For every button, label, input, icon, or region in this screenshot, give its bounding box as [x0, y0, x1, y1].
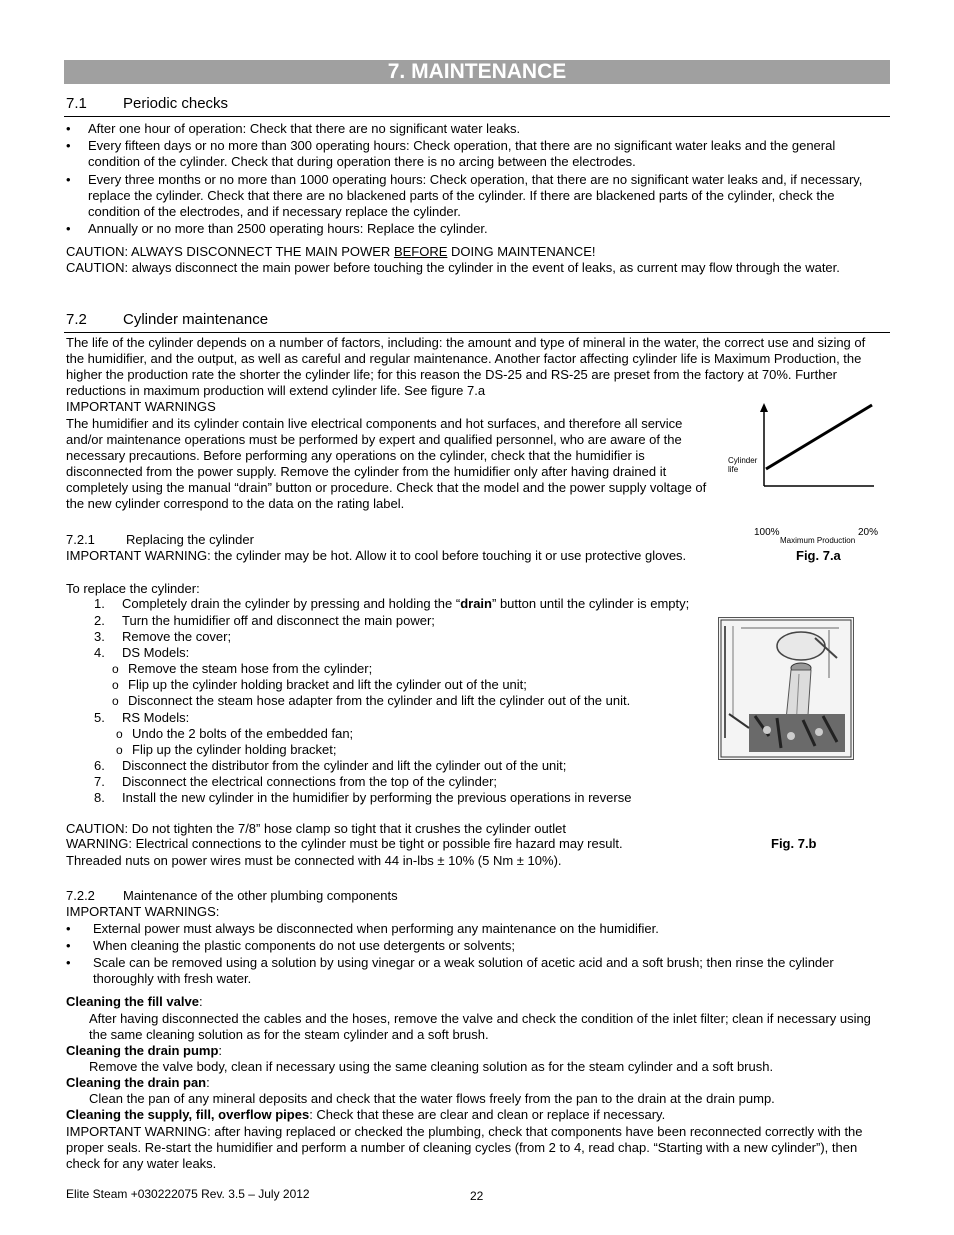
sub-step-item: o Remove the steam hose from the cylinder;	[112, 661, 373, 676]
heading-number: 7.2.1	[66, 532, 95, 547]
page-title: 7. MAINTENANCE	[387, 60, 567, 83]
drain-pump-text: Remove the valve body, clean if necessary using the same cleaning solution as for the steam cylinder and a soft brush.	[89, 1059, 774, 1074]
important-warnings-text: The humidifier and its cylinder contain live electrical components and hot surfaces, and therefore all service and/or maintenance operations must be performed by expert and qualified personnel, who are aware of the necessary precautions. Before performing any operations on the cylinder, check that the humidifier is disconnected from the power supply. Remove the cylinder from the humidifier only after having drained it completely using the manual “drain” button or procedure. Check that the model and the power supply voltage of the new cylinder correspond to the data on the rating label.	[66, 416, 707, 511]
drain-pan-text: Clean the pan of any mineral deposits and check that the water flows freely from the pan to the drain at the drain pump.	[89, 1091, 775, 1106]
heading-number: 7.2	[66, 311, 87, 328]
step-item: 4. DS Models:	[94, 645, 190, 660]
footer-document-id: Elite Steam +030222075 Rev. 3.5 – July 2012	[66, 1187, 310, 1201]
bullet-item: • External power must always be disconnected when performing any maintenance on the humidifier.	[66, 921, 880, 937]
important-warnings-heading: IMPORTANT WARNINGS	[66, 399, 216, 414]
bullet-item: • Every three months or no more than 1000 operating hours: Check operation, that there are no significant water leaks and, if necessary, replace the cylinder. Check that there are no blackened parts of the cylinder. If there are blackened parts of the cylinder, check the condition of the electrodes, and if necessary replace the cylinder.	[66, 172, 880, 220]
sub-step-item: o Flip up the cylinder holding bracket and lift the cylinder out of the unit;	[112, 677, 527, 692]
heading-7-2-1	[66, 532, 254, 548]
bullet-item: • Every fifteen days or no more than 300 operating hours: Check operation, that there are no significant water leaks and the general condition of the cylinder. Check that during operation there is no arcing between the electrodes.	[66, 138, 880, 170]
bullet-item: • Scale can be removed using a solution by using vinegar or a weak solution of acetic acid and a soft brush; then rinse the cylinder thoroughly with fresh water.	[66, 955, 880, 987]
step-item: 5. RS Models:	[94, 710, 190, 725]
replace-intro: To replace the cylinder:	[66, 581, 200, 596]
heading-text: Replacing the cylinder	[126, 532, 254, 547]
drain-pan-heading: Cleaning the drain pan:	[66, 1075, 210, 1090]
bullet-item: • After one hour of operation: Check that there are no significant water leaks.	[66, 121, 880, 137]
step-item: 7. Disconnect the electrical connections from the top of the cylinder;	[94, 774, 498, 789]
step-item: 2. Turn the humidifier off and disconnect the main power;	[94, 613, 435, 628]
heading-7-2	[66, 311, 268, 329]
section-title-bar	[64, 60, 890, 84]
life-trend-line	[766, 405, 872, 469]
heading-rule	[64, 116, 890, 117]
figure-7a-chart	[726, 400, 886, 545]
y-axis-arrow	[760, 403, 768, 412]
heading-number: 7.2.2	[66, 888, 95, 903]
fill-valve-text: After having disconnected the cables and the hoses, remove the valve and check the condition of the inlet filter; clean if necessary using the same cleaning solution as for the steam cylinder and a soft brush.	[89, 1011, 871, 1042]
figure-7b-photo	[718, 617, 854, 760]
heading-rule	[64, 332, 890, 333]
fill-valve-heading: Cleaning the fill valve:	[66, 994, 203, 1009]
heading-text: Maintenance of the other plumbing components	[123, 888, 398, 903]
heading-number: 7.1	[66, 95, 87, 112]
drain-pump-heading: Cleaning the drain pump:	[66, 1043, 223, 1058]
caution-leaks: CAUTION: always disconnect the main power before touching the cylinder in the event of leaks, as current may flow through the water.	[66, 260, 840, 275]
heading-7-1	[66, 95, 228, 113]
sub-step-item: o Undo the 2 bolts of the embedded fan;	[116, 726, 354, 741]
pipes-cleaning: Cleaning the supply, fill, overflow pipes: Check that these are clear and clean or replace if necessary.	[66, 1107, 666, 1122]
x-tick-right: 20%	[858, 527, 879, 538]
figure-7a-caption: Fig. 7.a	[796, 548, 841, 563]
hot-cylinder-warning: IMPORTANT WARNING: the cylinder may be hot. Allow it to cool before touching it or use protective gloves.	[66, 548, 687, 563]
heading-text: Cylinder maintenance	[123, 311, 269, 328]
heading-text: Periodic checks	[123, 95, 229, 112]
x-tick-left: 100%	[754, 527, 780, 538]
cylinder-life-paragraph: The life of the cylinder depends on a number of factors, including: the amount and type of mineral in the water, the correct use and sizing of the humidifier, and the output, as well as careful and regular maintenance. Another factor affecting cylinder life is Maximum Production, the higher the production rate the shorter the cylinder life; for this reason the DS-25 and RS-25 are preset from the factory at 70%. Further reductions in maximum production will extend cylinder life. See figure 7.a	[66, 335, 866, 398]
sub-step-item: o Flip up the cylinder holding bracket;	[116, 742, 337, 757]
torque-spec: Threaded nuts on power wires must be connected with 44 in-lbs ± 10% (5 Nm ± 10%).	[66, 853, 562, 868]
heading-7-2-2	[66, 888, 398, 904]
caution-main-power: CAUTION: ALWAYS DISCONNECT THE MAIN POWER BEFORE DOING MAINTENANCE!	[66, 244, 596, 259]
final-warning: IMPORTANT WARNING: after having replaced or checked the plumbing, check that components have been reconnected correctly with the proper seals. Re-start the humidifier and perform a number of cleaning cycles (from 2 to 4, read chap. “Starting with a new cylinder”), then check for any water leaks.	[66, 1124, 863, 1171]
important-warnings-heading: IMPORTANT WARNINGS:	[66, 904, 220, 919]
step-item: 6. Disconnect the distributor from the cylinder and lift the cylinder out of the unit;	[94, 758, 567, 773]
step-item: 8. Install the new cylinder in the humidifier by performing the previous operations in reverse	[94, 790, 632, 805]
y-axis-label: Cylinder life	[728, 456, 758, 474]
bullet-item: • When cleaning the plastic components do not use detergents or solvents;	[66, 938, 880, 954]
cylinder-photo-illustration	[719, 618, 853, 759]
step-item: 1. Completely drain the cylinder by pressing and holding the “drain” button until the cylinder is empty;	[94, 596, 690, 611]
bullet-item: • Annually or no more than 2500 operating hours: Replace the cylinder.	[66, 221, 880, 237]
footer-page-number: 22	[470, 1189, 484, 1203]
step-item: 3. Remove the cover;	[94, 629, 232, 644]
electrical-warning: WARNING: Electrical connections to the cylinder must be tight or possible fire hazard may result.	[66, 836, 623, 851]
hose-clamp-caution: CAUTION: Do not tighten the 7/8” hose clamp so tight that it crushes the cylinder outlet	[66, 821, 567, 836]
sub-step-item: o Disconnect the steam hose adapter from the cylinder and lift the cylinder out of the unit.	[112, 693, 631, 708]
x-axis-label: Maximum Production	[780, 536, 856, 545]
figure-7b-caption: Fig. 7.b	[771, 836, 817, 851]
